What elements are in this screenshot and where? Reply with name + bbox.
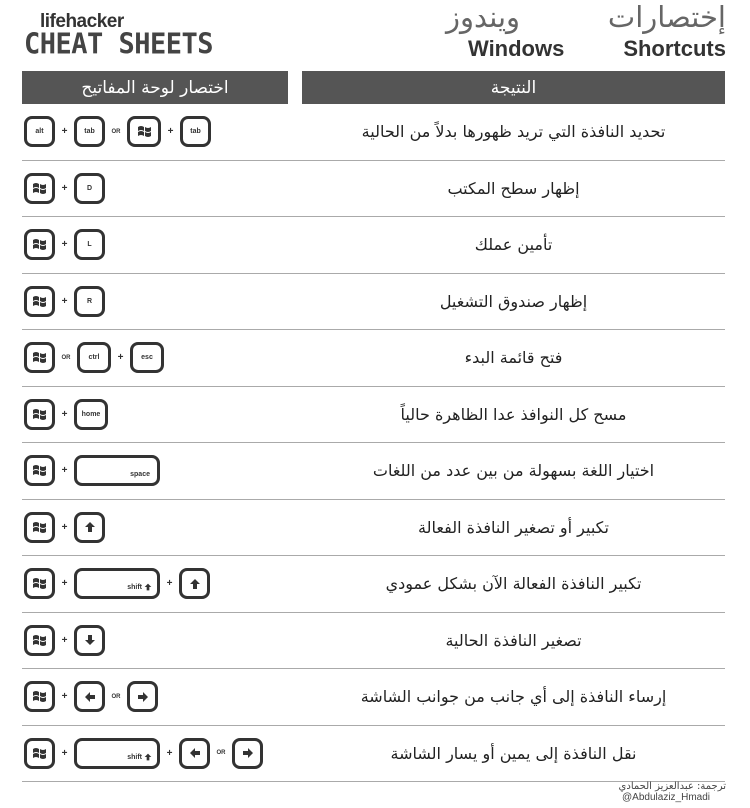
arrow-right-icon (242, 747, 254, 759)
windows-logo-icon (32, 238, 47, 251)
table-row (22, 217, 725, 274)
up-arrow-key (74, 512, 105, 543)
l-key (74, 229, 105, 260)
windows-logo-icon (32, 577, 47, 590)
title-ar-word-2: ويندوز (446, 0, 521, 34)
windows-logo-icon (32, 351, 47, 364)
left-arrow-key (179, 738, 210, 769)
key-combo (24, 443, 160, 499)
windows-key (24, 173, 55, 204)
page-title-arabic (446, 0, 726, 34)
windows-key (24, 229, 55, 260)
windows-logo-icon (32, 634, 47, 647)
result-text: إرساء النافذة إلى أي جانب من جوانب الشاشة (360, 687, 667, 707)
table-row (22, 613, 725, 670)
home-key-label: home (81, 410, 101, 418)
table-row (22, 274, 725, 331)
credit-name: ترجمة: عبدالعزيز الحمادي (618, 781, 726, 792)
key-combo (24, 387, 108, 443)
tab-key-label: tab (84, 128, 95, 136)
space-key-label: space (130, 471, 150, 479)
arrow-up-icon (84, 521, 96, 533)
alt-key (24, 116, 55, 147)
windows-key (24, 625, 55, 656)
brand-logo (24, 11, 214, 61)
header-result: النتيجة (302, 71, 725, 104)
result-text: تكبير أو تصغير النافذة الفعالة (418, 517, 609, 537)
or-sign: OR (216, 750, 226, 757)
d-key-label: D (86, 184, 93, 192)
shift-icon (144, 753, 152, 761)
brand-cheat-sheets: CHEAT SHEETS (24, 28, 214, 61)
windows-key (127, 116, 161, 147)
result-text: إظهار سطح المكتب (447, 178, 580, 198)
windows-logo-icon (32, 295, 47, 308)
windows-logo-icon (32, 690, 47, 703)
windows-logo-icon (32, 182, 47, 195)
shift-key (74, 568, 160, 599)
or-sign: OR (111, 128, 121, 135)
header-shortcut: اختصار لوحة المفاتيح (22, 71, 288, 104)
result-text: تكبير النافذة الفعالة الآن بشكل عمودي (385, 574, 642, 594)
windows-logo-icon (32, 747, 47, 760)
arrow-left-icon (84, 691, 96, 703)
result-text: تحديد النافذة التي تريد ظهورها بدلاً من الحالية (361, 122, 666, 142)
windows-key (24, 681, 55, 712)
plus-sign: + (61, 126, 68, 138)
tab-key (74, 116, 105, 147)
table-row (22, 330, 725, 387)
plus-sign: + (167, 126, 174, 138)
right-arrow-key (127, 681, 158, 712)
plus-sign: + (61, 239, 68, 251)
windows-logo-icon (137, 125, 152, 138)
plus-sign: + (61, 578, 68, 590)
table-row (22, 669, 725, 726)
result-text: مسح كل النوافذ عدا الظاهرة حالياً (400, 404, 627, 424)
key-combo (24, 217, 105, 273)
esc-key-label: esc (141, 354, 153, 362)
home-key (74, 399, 108, 430)
shift-icon (144, 583, 152, 591)
key-combo (24, 500, 105, 556)
space-key (74, 455, 160, 486)
windows-logo-icon (32, 408, 47, 421)
arrow-down-icon (84, 634, 96, 646)
plus-sign: + (61, 408, 68, 420)
table-row (22, 387, 725, 444)
result-text: فتح قائمة البدء (464, 348, 563, 368)
r-key-label: R (86, 297, 93, 305)
plus-sign: + (61, 691, 68, 703)
table-row (22, 726, 725, 783)
shift-key-label: shift (127, 584, 142, 592)
or-sign: OR (111, 693, 121, 700)
key-combo (24, 726, 263, 782)
shortcut-table (22, 104, 725, 782)
arrow-right-icon (137, 691, 149, 703)
result-text: تصغير النافذة الحالية (445, 630, 582, 650)
plus-sign: + (61, 521, 68, 533)
table-row (22, 104, 725, 161)
up-arrow-key (179, 568, 210, 599)
plus-sign: + (117, 352, 124, 364)
windows-key (24, 399, 55, 430)
plus-sign: + (61, 465, 68, 477)
title-ar-word-1: إختصارات (607, 0, 726, 34)
result-text: تأمين عملك (474, 235, 553, 255)
right-arrow-key (232, 738, 263, 769)
shift-key (74, 738, 160, 769)
ctrl-key-label: ctrl (88, 354, 100, 362)
shift-key-label: shift (127, 753, 142, 761)
table-row (22, 161, 725, 218)
arrow-left-icon (189, 747, 201, 759)
ctrl-key (77, 342, 111, 373)
windows-key (24, 738, 55, 769)
r-key (74, 286, 105, 317)
key-combo (24, 556, 210, 612)
page-title-english (468, 36, 726, 62)
result-text: إظهار صندوق التشغيل (439, 291, 588, 311)
plus-sign: + (166, 578, 173, 590)
windows-logo-icon (32, 521, 47, 534)
windows-key (24, 568, 55, 599)
tab-key-label: tab (190, 128, 201, 136)
translator-credit (619, 781, 726, 803)
down-arrow-key (74, 625, 105, 656)
d-key (74, 173, 105, 204)
l-key-label: L (87, 241, 92, 249)
table-row (22, 443, 725, 500)
plus-sign: + (61, 747, 68, 759)
result-text: اختيار اللغة بسهولة من بين عدد من اللغات (372, 461, 655, 481)
brand-lifehacker: lifehacker (40, 11, 124, 32)
result-text: نقل النافذة إلى يمين أو يسار الشاشة (390, 743, 637, 763)
plus-sign: + (166, 747, 173, 759)
key-combo (24, 161, 105, 217)
plus-sign: + (61, 295, 68, 307)
key-combo (24, 330, 164, 386)
table-row (22, 556, 725, 613)
windows-logo-icon (32, 464, 47, 477)
title-en-word-2: Shortcuts (623, 36, 726, 61)
arrow-up-icon (189, 578, 201, 590)
key-combo (24, 104, 211, 160)
or-sign: OR (61, 354, 71, 361)
esc-key (130, 342, 164, 373)
plus-sign: + (61, 634, 68, 646)
windows-key (24, 286, 55, 317)
key-combo (24, 669, 158, 725)
key-combo (24, 613, 105, 669)
left-arrow-key (74, 681, 105, 712)
windows-key (24, 455, 55, 486)
credit-handle: @Abdulaziz_Hmadi (622, 792, 710, 803)
windows-key (24, 512, 55, 543)
plus-sign: + (61, 182, 68, 194)
title-en-word-1: Windows (468, 36, 565, 61)
table-row (22, 500, 725, 557)
windows-key (24, 342, 55, 373)
key-combo (24, 274, 105, 330)
tab-key (180, 116, 211, 147)
alt-key-label: alt (35, 128, 44, 136)
